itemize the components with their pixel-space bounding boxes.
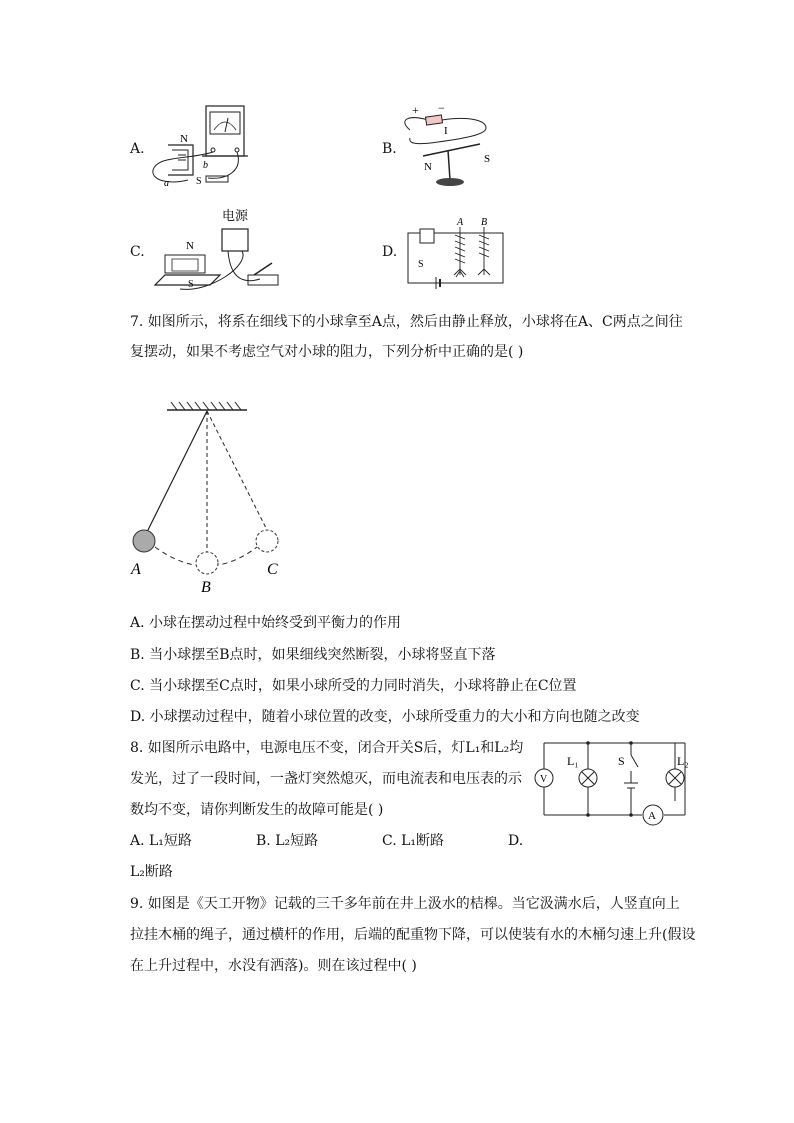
- circuit-l2-label: L₂: [677, 754, 689, 768]
- pendulum-label-a: A: [131, 561, 141, 578]
- pendulum-label-c: C: [267, 561, 278, 578]
- figure-c-motor: [150, 205, 285, 295]
- figure-d-b-label: B: [481, 217, 488, 228]
- q8-circuit-figure: [530, 735, 695, 830]
- q8-option-a: A. L₁短路: [130, 833, 192, 849]
- q7-option-b: B. 当小球摆至B点时，如果细线突然断裂，小球将竖直下落: [130, 647, 496, 663]
- q8-option-d: D.: [508, 833, 524, 849]
- figure-b-minus-label: −: [438, 101, 445, 115]
- q7-pendulum-figure: [125, 400, 295, 595]
- q6-option-d-label: D.: [382, 244, 398, 260]
- figure-d-electromagnets: [400, 215, 510, 290]
- q9-stem-line2: 拉挂木桶的绳子，通过横杆的作用，后端的配重物下降，可以使装有水的木桶匀速上升(假设: [130, 927, 696, 943]
- pendulum-label-b: B: [201, 579, 211, 595]
- figure-b-current-label: I: [444, 125, 448, 137]
- q7-option-c: C. 当小球摆至C点时，如果小球所受的力同时消失，小球将静止在C位置: [130, 678, 577, 694]
- circuit-voltmeter-label: V: [540, 774, 548, 785]
- q7-stem-line2: 复摆动，如果不考虑空气对小球的阻力，下列分析中正确的是( ): [130, 344, 524, 360]
- q6-option-b-label: B.: [382, 141, 397, 157]
- figure-c-n-label: N: [186, 240, 194, 252]
- circuit-l1-label: L₁: [567, 754, 579, 768]
- q8-option-c: C. L₁断路: [382, 833, 445, 849]
- q8-option-d-continued: L₂断路: [130, 864, 173, 880]
- figure-b-s-label: S: [484, 153, 491, 165]
- q8-option-b: B. L₂短路: [256, 833, 319, 849]
- figure-b-plus-label: +: [412, 103, 419, 117]
- q6-option-a-label: A.: [130, 141, 145, 157]
- circuit-ammeter-label: A: [648, 810, 656, 822]
- figure-a-s-label: S: [196, 176, 202, 187]
- q8-stem-line1: 8. 如图所示电路中，电源电压不变，闭合开关S后，灯L₁和L₂均: [130, 740, 524, 756]
- q8-stem-line2: 发光，过了一段时间，一盏灯突然熄灭，而电流表和电压表的示: [130, 771, 522, 787]
- figure-a-n-label: N: [180, 133, 188, 145]
- q9-stem-line3: 在上升过程中，水没有洒落)。则在该过程中( ): [130, 958, 417, 974]
- figure-a-a-label: a: [164, 178, 169, 189]
- q7-option-a: A. 小球在摆动过程中始终受到平衡力的作用: [130, 615, 402, 631]
- figure-c-s-label: S: [188, 279, 194, 290]
- figure-a-galvanometer: [148, 100, 258, 190]
- figure-d-a-label: A: [457, 217, 464, 228]
- figure-b-n-label: N: [424, 161, 432, 173]
- figure-d-s-label: S: [418, 259, 424, 270]
- q7-stem-line1: 7. 如图所示，将系在细线下的小球拿至A点，然后由静止释放，小球将在A、C两点之间往: [130, 314, 683, 330]
- q7-option-d: D. 小球摆动过程中，随着小球位置的改变，小球所受重力的大小和方向也随之改变: [130, 709, 640, 725]
- figure-a-b-label: b: [203, 160, 208, 171]
- q9-stem-line1: 9. 如图是《天工开物》记载的三千多年前在井上汲水的桔槔。当它汲满水后，人竖直向上: [130, 896, 680, 912]
- q6-option-c-label: C.: [130, 244, 145, 260]
- q8-stem-line3: 数均不变，请你判断发生的故障可能是( ): [130, 802, 384, 818]
- circuit-switch-label: S: [618, 754, 625, 768]
- figure-c-power-label: 电源: [222, 208, 249, 223]
- figure-b-oersted: [398, 100, 498, 192]
